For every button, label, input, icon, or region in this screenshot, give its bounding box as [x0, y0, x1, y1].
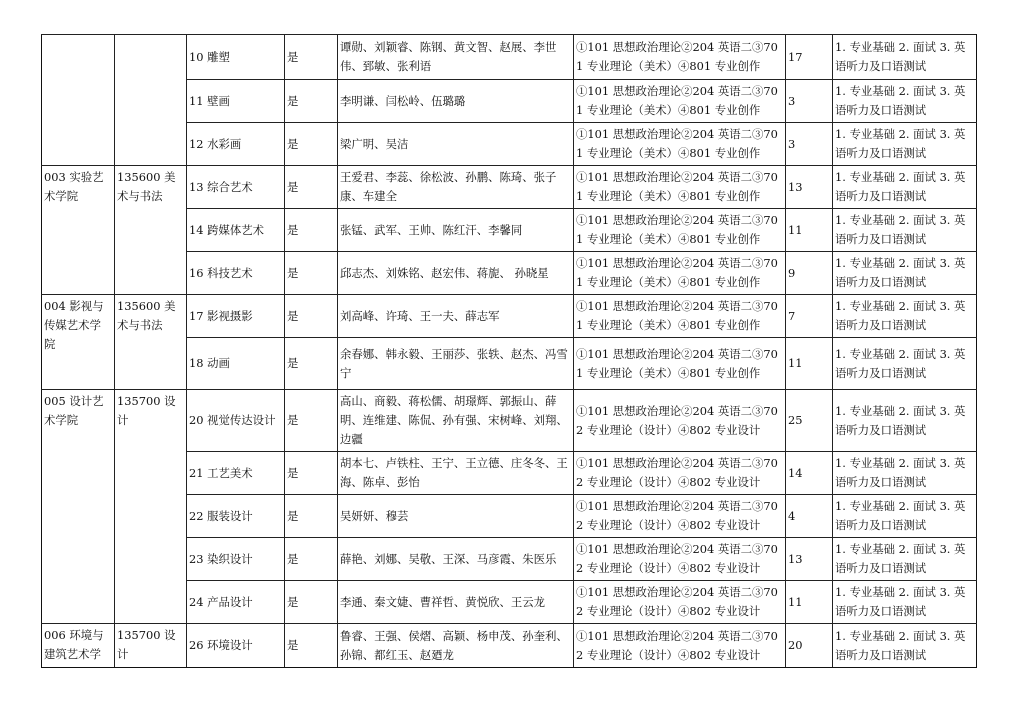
college-cell: 004 影视与传媒艺术学院: [42, 295, 115, 390]
direction-cell: 21 工艺美术: [187, 452, 285, 495]
exam-cell: ①101 思想政治理论②204 英语二③702 专业理论（设计）④802 专业设计: [574, 452, 786, 495]
exam-cell: ①101 思想政治理论②204 英语二③701 专业理论（美术）④801 专业创作: [574, 252, 786, 295]
major-cell: 135600 美术与书法: [115, 166, 187, 295]
teachers-cell: 胡本七、卢铁柱、王宁、王立德、庄冬冬、王海、陈卓、彭怡: [338, 452, 574, 495]
count-cell: 11: [786, 338, 833, 390]
flag-cell: 是: [285, 495, 338, 538]
college-cell: 006 环境与建筑艺术学: [42, 624, 115, 668]
table-row: [42, 390, 977, 452]
direction-cell: 13 综合艺术: [187, 166, 285, 209]
college-cell: 003 实验艺术学院: [42, 166, 115, 295]
direction-cell: 18 动画: [187, 338, 285, 390]
direction-cell: 17 影视摄影: [187, 295, 285, 338]
teachers-cell: 鲁睿、王强、侯熠、高颖、杨申茂、孙奎利、孙锦、都红玉、赵廼龙: [338, 624, 574, 668]
count-cell: 7: [786, 295, 833, 338]
flag-cell: 是: [285, 209, 338, 252]
table-row: [42, 624, 977, 668]
teachers-cell: 王爱君、李蕊、徐松波、孙鹏、陈琦、张子康、车建全: [338, 166, 574, 209]
retest-cell: 1. 专业基础 2. 面试 3. 英语听力及口语测试: [833, 390, 977, 452]
exam-cell: ①101 思想政治理论②204 英语二③701 专业理论（美术）④801 专业创作: [574, 166, 786, 209]
flag-cell: 是: [285, 123, 338, 166]
retest-cell: 1. 专业基础 2. 面试 3. 英语听力及口语测试: [833, 495, 977, 538]
count-cell: 9: [786, 252, 833, 295]
count-cell: 13: [786, 166, 833, 209]
count-cell: 4: [786, 495, 833, 538]
flag-cell: 是: [285, 390, 338, 452]
major-cell: 135700 设计: [115, 624, 187, 668]
major-cell: [115, 35, 187, 166]
count-cell: 3: [786, 80, 833, 123]
direction-cell: 16 科技艺术: [187, 252, 285, 295]
retest-cell: 1. 专业基础 2. 面试 3. 英语听力及口语测试: [833, 452, 977, 495]
retest-cell: 1. 专业基础 2. 面试 3. 英语听力及口语测试: [833, 295, 977, 338]
teachers-cell: 刘高峰、许琦、王一夫、薛志军: [338, 295, 574, 338]
college-cell: [42, 35, 115, 166]
exam-cell: ①101 思想政治理论②204 英语二③702 专业理论（设计）④802 专业设计: [574, 538, 786, 581]
table-row: [42, 295, 977, 338]
flag-cell: 是: [285, 166, 338, 209]
count-cell: 20: [786, 624, 833, 668]
teachers-cell: 吴妍妍、穆芸: [338, 495, 574, 538]
count-cell: 13: [786, 538, 833, 581]
flag-cell: 是: [285, 452, 338, 495]
flag-cell: 是: [285, 624, 338, 668]
teachers-cell: 高山、商毅、蒋松儒、胡璟辉、郭振山、薛明、连维建、陈侃、孙有强、宋树峰、刘翔、边疆: [338, 390, 574, 452]
teachers-cell: 谭勋、刘颖睿、陈钢、黄文智、赵展、李世伟、郅敏、张利语: [338, 35, 574, 80]
teachers-cell: 余春娜、韩永毅、王丽莎、张轶、赵杰、冯雪宁: [338, 338, 574, 390]
enrollment-table: [41, 34, 977, 668]
count-cell: 11: [786, 209, 833, 252]
major-cell: 135700 设计: [115, 390, 187, 624]
table-body: [42, 35, 977, 668]
count-cell: 25: [786, 390, 833, 452]
exam-cell: ①101 思想政治理论②204 英语二③702 专业理论（设计）④802 专业设计: [574, 624, 786, 668]
exam-cell: ①101 思想政治理论②204 英语二③701 专业理论（美术）④801 专业创作: [574, 338, 786, 390]
flag-cell: 是: [285, 35, 338, 80]
flag-cell: 是: [285, 295, 338, 338]
teachers-cell: 张锰、武军、王帅、陈红汗、李馨同: [338, 209, 574, 252]
exam-cell: ①101 思想政治理论②204 英语二③701 专业理论（美术）④801 专业创作: [574, 123, 786, 166]
flag-cell: 是: [285, 538, 338, 581]
count-cell: 17: [786, 35, 833, 80]
retest-cell: 1. 专业基础 2. 面试 3. 英语听力及口语测试: [833, 123, 977, 166]
retest-cell: 1. 专业基础 2. 面试 3. 英语听力及口语测试: [833, 35, 977, 80]
exam-cell: ①101 思想政治理论②204 英语二③701 专业理论（美术）④801 专业创作: [574, 209, 786, 252]
exam-cell: ①101 思想政治理论②204 英语二③702 专业理论（设计）④802 专业设计: [574, 495, 786, 538]
table-row: [42, 166, 977, 209]
exam-cell: ①101 思想政治理论②204 英语二③701 专业理论（美术）④801 专业创作: [574, 80, 786, 123]
retest-cell: 1. 专业基础 2. 面试 3. 英语听力及口语测试: [833, 80, 977, 123]
direction-cell: 10 雕塑: [187, 35, 285, 80]
teachers-cell: 薛艳、刘娜、吴敬、王深、马彦霞、朱医乐: [338, 538, 574, 581]
direction-cell: 22 服装设计: [187, 495, 285, 538]
count-cell: 14: [786, 452, 833, 495]
retest-cell: 1. 专业基础 2. 面试 3. 英语听力及口语测试: [833, 338, 977, 390]
direction-cell: 14 跨媒体艺术: [187, 209, 285, 252]
direction-cell: 24 产品设计: [187, 581, 285, 624]
flag-cell: 是: [285, 581, 338, 624]
retest-cell: 1. 专业基础 2. 面试 3. 英语听力及口语测试: [833, 209, 977, 252]
count-cell: 11: [786, 581, 833, 624]
exam-cell: ①101 思想政治理论②204 英语二③702 专业理论（设计）④802 专业设计: [574, 390, 786, 452]
major-cell: 135600 美术与书法: [115, 295, 187, 390]
retest-cell: 1. 专业基础 2. 面试 3. 英语听力及口语测试: [833, 538, 977, 581]
count-cell: 3: [786, 123, 833, 166]
flag-cell: 是: [285, 338, 338, 390]
retest-cell: 1. 专业基础 2. 面试 3. 英语听力及口语测试: [833, 624, 977, 668]
teachers-cell: 李明谦、闫松岭、伍璐璐: [338, 80, 574, 123]
retest-cell: 1. 专业基础 2. 面试 3. 英语听力及口语测试: [833, 581, 977, 624]
college-cell: 005 设计艺术学院: [42, 390, 115, 624]
retest-cell: 1. 专业基础 2. 面试 3. 英语听力及口语测试: [833, 252, 977, 295]
direction-cell: 26 环境设计: [187, 624, 285, 668]
direction-cell: 12 水彩画: [187, 123, 285, 166]
teachers-cell: 邱志杰、刘姝铭、赵宏伟、蒋旎、 孙晓星: [338, 252, 574, 295]
exam-cell: ①101 思想政治理论②204 英语二③701 专业理论（美术）④801 专业创作: [574, 35, 786, 80]
table-row: [42, 35, 977, 80]
exam-cell: ①101 思想政治理论②204 英语二③701 专业理论（美术）④801 专业创作: [574, 295, 786, 338]
retest-cell: 1. 专业基础 2. 面试 3. 英语听力及口语测试: [833, 166, 977, 209]
exam-cell: ①101 思想政治理论②204 英语二③702 专业理论（设计）④802 专业设计: [574, 581, 786, 624]
flag-cell: 是: [285, 80, 338, 123]
direction-cell: 23 染织设计: [187, 538, 285, 581]
teachers-cell: 梁广明、吴洁: [338, 123, 574, 166]
direction-cell: 20 视觉传达设计: [187, 390, 285, 452]
teachers-cell: 李通、秦文婕、曹祥哲、黄悦欣、王云龙: [338, 581, 574, 624]
direction-cell: 11 壁画: [187, 80, 285, 123]
flag-cell: 是: [285, 252, 338, 295]
